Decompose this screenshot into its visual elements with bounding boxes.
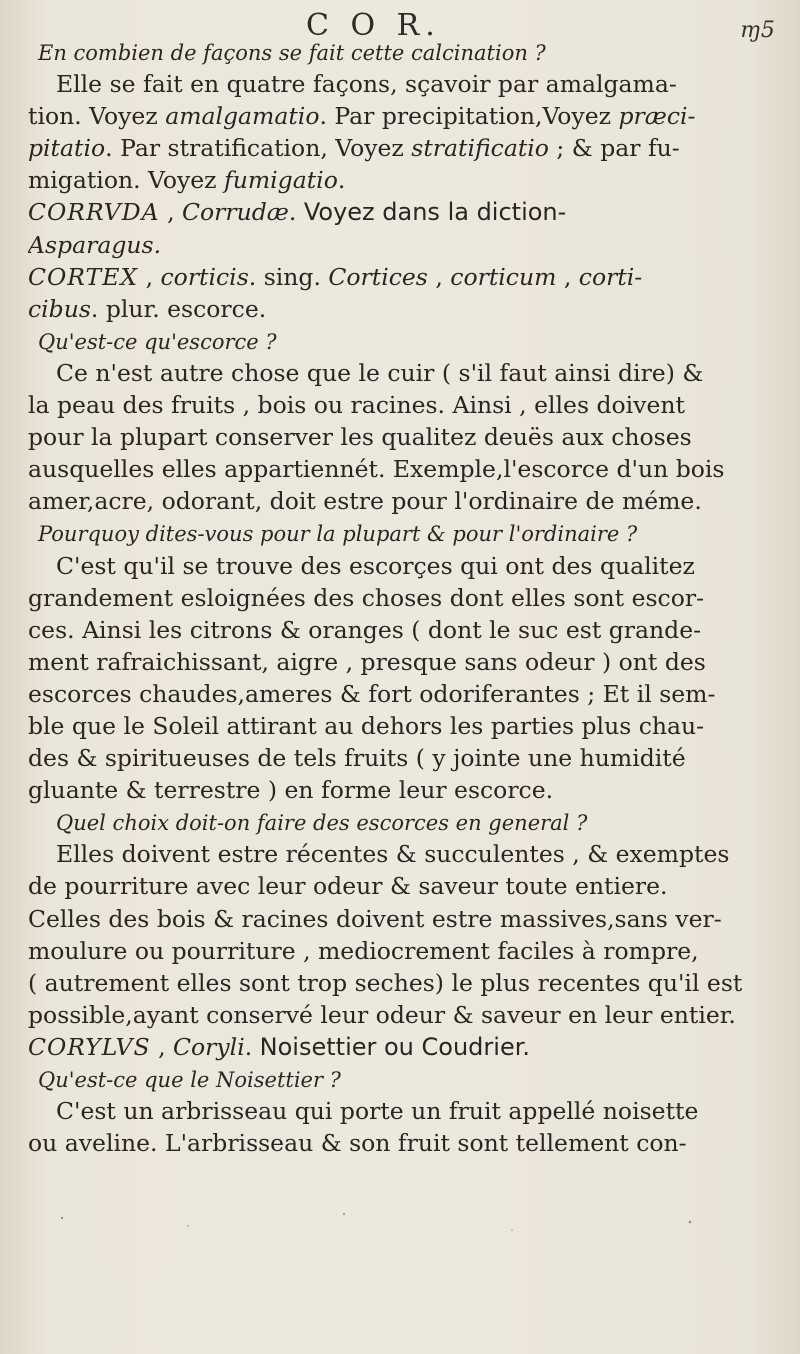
text-segment: Elles doivent estre récentes & succulentes , & exemptes xyxy=(56,840,730,869)
text-line xyxy=(28,421,784,453)
text-segment: amer,acre, odorant, doit estre pour l'ordinaire de méme. xyxy=(28,487,702,516)
text-segment: ( autrement elles sont trop seches) le plus recentes qu'il est xyxy=(28,968,743,997)
text-line xyxy=(28,132,784,164)
text-segment: . Par precipitation,Voyez xyxy=(319,102,619,131)
text-segment: En combien de façons se fait cette calcination ? xyxy=(38,41,546,65)
text-segment: Pourquoy dites-vous pour la plupart & pour l'ordinaire ? xyxy=(38,522,638,547)
text-line xyxy=(28,806,784,838)
text-line xyxy=(28,614,784,646)
text-segment: . plur. escorce. xyxy=(90,294,267,323)
text-segment: grandement esloignées des choses dont elles sont escor- xyxy=(28,583,705,612)
text-segment: Noisettier ou Coudrier. xyxy=(259,1032,530,1061)
text-line xyxy=(28,517,784,549)
text-segment: escorces chaudes,ameres & fort odoriferantes ; Et il sem- xyxy=(28,679,716,708)
text-segment: , xyxy=(556,262,579,291)
text-line xyxy=(28,935,784,967)
text-segment: ; & par fu- xyxy=(548,134,680,163)
text-segment: ausquelles elles appartiennét. Exemple,l'escorce d'un bois xyxy=(28,455,725,484)
text-segment: pour la plupart conserver les qualitez deuës aux choses xyxy=(28,423,692,452)
text-line xyxy=(28,68,784,100)
text-line xyxy=(28,967,784,999)
text-line xyxy=(28,196,784,228)
text-segment: migation. Voyez xyxy=(28,166,225,195)
text-line xyxy=(28,164,784,196)
text-segment: Corrudæ xyxy=(182,198,289,227)
text-segment: amalgamatio xyxy=(165,102,320,131)
text-segment: Ce n'est autre chose que le cuir ( s'il faut ainsi dire) & xyxy=(56,358,704,387)
text-line xyxy=(28,646,784,678)
text-segment: corti- xyxy=(578,262,643,291)
text-line xyxy=(28,453,784,485)
text-segment: CORYLVS xyxy=(28,1032,151,1061)
text-line xyxy=(28,838,784,870)
text-segment: Qu'est-ce que le Noisettier ? xyxy=(38,1068,341,1092)
text-line xyxy=(28,710,784,742)
text-segment: ces. Ainsi les citrons & oranges ( dont le suc est grande- xyxy=(28,615,702,644)
text-segment: C'est qu'il se trouve des escorçes qui ont des qualitez xyxy=(56,551,695,580)
text-segment: , xyxy=(159,198,183,227)
text-body xyxy=(28,36,784,1159)
text-line xyxy=(28,261,784,293)
text-segment: . Par stratification, Voyez xyxy=(105,134,412,163)
text-line xyxy=(28,100,784,132)
text-segment: , xyxy=(150,1032,174,1061)
text-segment: de pourriture avec leur odeur & saveur toute entiere. xyxy=(28,872,668,901)
running-head: C O R. xyxy=(306,8,441,43)
text-segment: CORTEX xyxy=(28,262,139,291)
text-segment: Cortices xyxy=(328,262,428,291)
text-segment: corticum xyxy=(450,262,557,291)
text-line xyxy=(28,1127,784,1159)
text-line xyxy=(28,325,784,357)
text-segment: . sing. xyxy=(248,262,329,291)
text-segment: des & spiritueuses de tels fruits ( y jointe une humidité xyxy=(28,744,686,773)
text-segment: ou aveline. L'arbrisseau & son fruit sont tellement con- xyxy=(28,1129,687,1158)
text-segment: moulure ou pourriture , mediocrement faciles à rompre, xyxy=(28,936,699,965)
text-segment: Voyez dans la diction- xyxy=(303,198,567,227)
text-segment: Elle se fait en quatre façons, sçavoir par amalgama- xyxy=(56,70,677,99)
text-line xyxy=(28,678,784,710)
text-segment: . xyxy=(288,198,304,227)
text-segment: pitatio xyxy=(28,134,106,163)
text-segment: corticis xyxy=(160,262,249,291)
text-segment: la peau des fruits , bois ou racines. Ainsi , elles doivent xyxy=(28,391,685,420)
text-line xyxy=(28,1095,784,1127)
text-line xyxy=(28,550,784,582)
text-segment: CORRVDA xyxy=(28,198,160,227)
text-segment: gluante & terrestre ) en forme leur escorce. xyxy=(28,776,554,805)
text-line xyxy=(28,582,784,614)
page-number: ɱ5 xyxy=(740,18,775,43)
text-line xyxy=(28,774,784,806)
text-segment: cibus xyxy=(28,294,91,323)
text-segment: ment rafraichissant, aigre , presque sans odeur ) ont des xyxy=(28,647,706,676)
text-segment: ble que le Soleil attirant au dehors les parties plus chau- xyxy=(28,711,705,740)
text-segment: . xyxy=(244,1032,260,1061)
text-line xyxy=(28,742,784,774)
text-segment: . xyxy=(337,166,346,195)
text-line xyxy=(28,1031,784,1063)
text-segment: Coryli xyxy=(173,1032,245,1061)
text-line xyxy=(28,485,784,517)
text-line xyxy=(28,357,784,389)
text-line xyxy=(28,870,784,902)
text-line xyxy=(28,36,784,68)
text-segment: stratificatio xyxy=(411,134,549,163)
text-segment: Asparagus. xyxy=(28,230,162,259)
text-segment: præci- xyxy=(618,102,696,131)
text-segment: fumigatio xyxy=(224,166,338,195)
text-segment: C'est un arbrisseau qui porte un fruit appellé noisette xyxy=(56,1097,699,1126)
text-line xyxy=(28,903,784,935)
text-line xyxy=(28,293,784,325)
text-segment: , xyxy=(427,262,451,291)
paper-specks xyxy=(0,1200,800,1354)
text-segment: Qu'est-ce qu'escorce ? xyxy=(38,329,277,354)
text-segment: possible,ayant conservé leur odeur & saveur en leur entier. xyxy=(28,1000,736,1029)
text-segment: Celles des bois & racines doivent estre massives,sans ver- xyxy=(28,904,722,933)
text-line xyxy=(28,389,784,421)
text-segment: , xyxy=(138,262,161,291)
text-line xyxy=(28,229,784,261)
text-line xyxy=(28,1063,784,1095)
text-segment: tion. Voyez xyxy=(28,102,166,131)
text-segment: Quel choix doit-on faire des escorces en general ? xyxy=(56,811,588,836)
text-line xyxy=(28,999,784,1031)
